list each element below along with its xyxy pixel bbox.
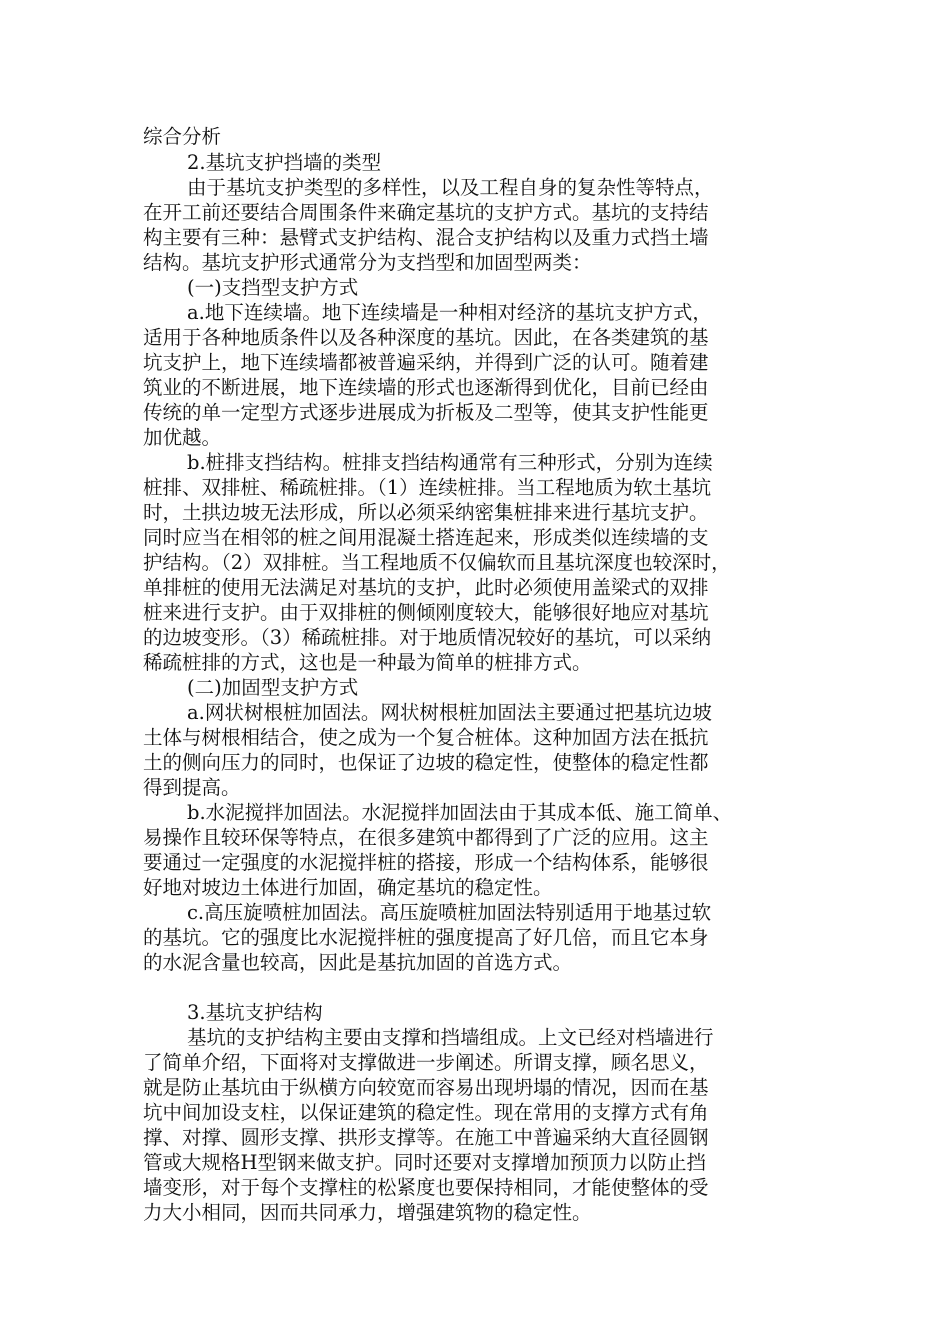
text-line: 坑中间加设支柱，以保证建筑的稳定性。现在常用的支撑方式有角 bbox=[143, 1101, 709, 1124]
text-line: 桩排、双排桩、稀疏桩排。（1）连续桩排。当工程地质为软土基坑 bbox=[143, 476, 712, 499]
text-line: 易操作且较环保等特点，在很多建筑中都得到了广泛的应用。这主 bbox=[143, 826, 709, 849]
text-line: 筑业的不断进展，地下连续墙的形式也逐渐得到优化，目前已经由 bbox=[143, 376, 709, 399]
text-line: 2.基坑支护挡墙的类型 bbox=[187, 151, 382, 174]
text-line: 好地对坡边土体进行加固，确定基坑的稳定性。 bbox=[143, 876, 553, 899]
text-line: 结构。基坑支护形式通常分为支挡型和加固型两类： bbox=[143, 251, 592, 274]
text-line: 就是防止基坑由于纵横方向较宽而容易出现坍塌的情况，因而在基 bbox=[143, 1076, 709, 1099]
text-line: 土体与树根相结合，使之成为一个复合桩体。这种加固方法在抵抗 bbox=[143, 726, 709, 749]
text-line: b.桩排支挡结构。桩排支挡结构通常有三种形式，分别为连续 bbox=[187, 451, 713, 474]
text-line: 力大小相同，因而共同承力，增强建筑物的稳定性。 bbox=[143, 1201, 592, 1224]
text-line: 土的侧向压力的同时，也保证了边坡的稳定性，使整体的稳定性都 bbox=[143, 751, 709, 774]
text-line: 加优越。 bbox=[143, 426, 222, 449]
text-line: 墙变形，对于每个支撑柱的松紧度也要保持相同，才能使整体的受 bbox=[143, 1176, 709, 1199]
text-line: 桩来进行支护。由于双排桩的侧倾刚度较大，能够很好地应对基坑 bbox=[143, 601, 709, 624]
text-line: 要通过一定强度的水泥搅拌桩的搭接，形成一个结构体系，能够很 bbox=[143, 851, 709, 874]
text-line: 3.基坑支护结构 bbox=[187, 1001, 323, 1024]
text-line: a.地下连续墙。地下连续墙是一种相对经济的基坑支护方式， bbox=[187, 301, 712, 324]
text-line: c.高压旋喷桩加固法。高压旋喷桩加固法特别适用于地基过软 bbox=[187, 901, 712, 924]
text-line: 得到提高。 bbox=[143, 776, 241, 799]
text-line: 了简单介绍，下面将对支撑做进一步阐述。所谓支撑，顾名思义， bbox=[143, 1051, 709, 1074]
text-line: 适用于各种地质条件以及各种深度的基坑。因此，在各类建筑的基 bbox=[143, 326, 709, 349]
text-line: 护结构。（2）双排桩。当工程地质不仅偏软而且基坑深度也较深时， bbox=[143, 551, 731, 574]
text-line: 传统的单一定型方式逐步进展成为折板及二型等，使其支护性能更 bbox=[143, 401, 709, 424]
text-line: 时，土拱边坡无法形成，所以必须采纳密集桩排来进行基坑支护。 bbox=[143, 501, 709, 524]
text-line: 的基坑。它的强度比水泥搅拌桩的强度提高了好几倍，而且它本身 bbox=[143, 926, 709, 949]
text-line: 基坑的支护结构主要由支撑和挡墙组成。上文已经对档墙进行 bbox=[187, 1026, 714, 1049]
text-line: 构主要有三种：悬臂式支护结构、混合支护结构以及重力式挡土墙 bbox=[143, 226, 709, 249]
text-line: 坑支护上，地下连续墙都被普遍采纳，并得到广泛的认可。随着建 bbox=[143, 351, 709, 374]
text-line: 在开工前还要结合周围条件来确定基坑的支护方式。基坑的支持结 bbox=[143, 201, 709, 224]
text-line: 撑、对撑、圆形支撑、拱形支撑等。在施工中普遍采纳大直径圆钢 bbox=[143, 1126, 709, 1149]
text-line: 的水泥含量也较高，因此是基抗加固的首选方式。 bbox=[143, 951, 573, 974]
text-line: 综合分析 bbox=[143, 125, 222, 148]
text-line: 管或大规格H型钢来做支护。同时还要对支撑增加预顶力以防止挡 bbox=[143, 1151, 707, 1174]
text-line: b.水泥搅拌加固法。水泥搅拌加固法由于其成本低、施工简单、 bbox=[187, 801, 733, 824]
text-line: (一)支挡型支护方式 bbox=[187, 276, 359, 299]
text-line: 单排桩的使用无法满足对基坑的支护，此时必须使用盖梁式的双排 bbox=[143, 576, 709, 599]
text-line: 由于基坑支护类型的多样性，以及工程自身的复杂性等特点， bbox=[187, 176, 714, 199]
text-line: 的边坡变形。（3）稀疏桩排。对于地质情况较好的基坑，可以采纳 bbox=[143, 626, 712, 649]
text-line: (二)加固型支护方式 bbox=[187, 676, 359, 699]
text-line: 同时应当在相邻的桩之间用混凝土搭连起来，形成类似连续墙的支 bbox=[143, 526, 709, 549]
text-line: 稀疏桩排的方式，这也是一种最为简单的桩排方式。 bbox=[143, 651, 592, 674]
text-line: a.网状树根桩加固法。网状树根桩加固法主要通过把基坑边坡 bbox=[187, 701, 712, 724]
